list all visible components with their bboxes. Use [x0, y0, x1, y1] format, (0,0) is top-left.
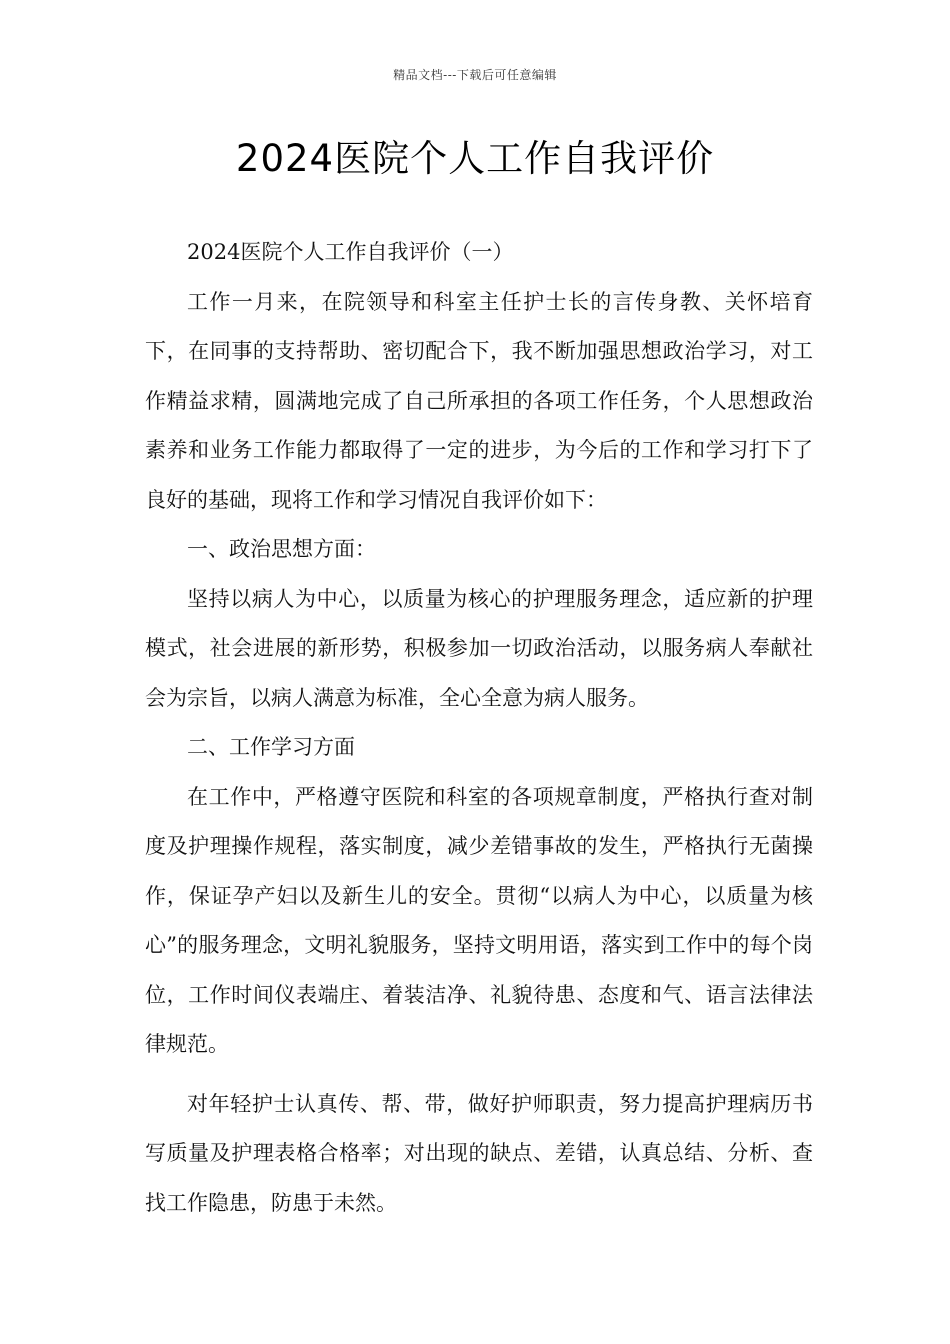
mentoring-paragraph: 对年轻护士认真传、帮、带，做好护师职责，努力提高护理病历书写质量及护理表格合格率；对出现的缺点、差错，认真总结、分析、查找工作隐患，防患于未然。: [145, 1091, 813, 1215]
header-note: 精品文档---下载后可任意编辑: [393, 68, 557, 82]
intro-paragraph: 工作一月来，在院领导和科室主任护士长的言传身教、关怀培育下，在同事的支持帮助、密切配合下，我不断加强思想政治学习，对工作精益求精，圆满地完成了自己所承担的各项工作任务，个人思想政治素养和业务工作能力都取得了一定的进步，为今后的工作和学习打下了良好的基础，现将工作和学习情况自我评价如下：: [145, 289, 813, 512]
document-title: 2024医院个人工作自我评价: [235, 137, 715, 180]
section-heading-work-study: 二、工作学习方面: [187, 735, 355, 759]
section-heading-part-one: 2024医院个人工作自我评价（一）: [187, 240, 514, 264]
political-paragraph: 坚持以病人为中心，以质量为核心的护理服务理念，适应新的护理模式，社会进展的新形势，积极参加一切政治活动，以服务病人奉献社会为宗旨，以病人满意为标准，全心全意为病人服务。: [145, 586, 813, 710]
section-heading-political: 一、政治思想方面：: [187, 537, 376, 561]
document-body: [145, 228, 813, 1228]
work-study-paragraph: 在工作中，严格遵守医院和科室的各项规章制度，严格执行查对制度及护理操作规程，落实制度，减少差错事故的发生，严格执行无菌操作，保证孕产妇以及新生儿的安全。贯彻“以病人为中心，以质量为核心”的服务理念，文明礼貌服务，坚持文明用语，落实到工作中的每个岗位，工作时间仪表端庄、着装洁净、礼貌待患、态度和气、语言法律法律规范。: [145, 784, 813, 1056]
